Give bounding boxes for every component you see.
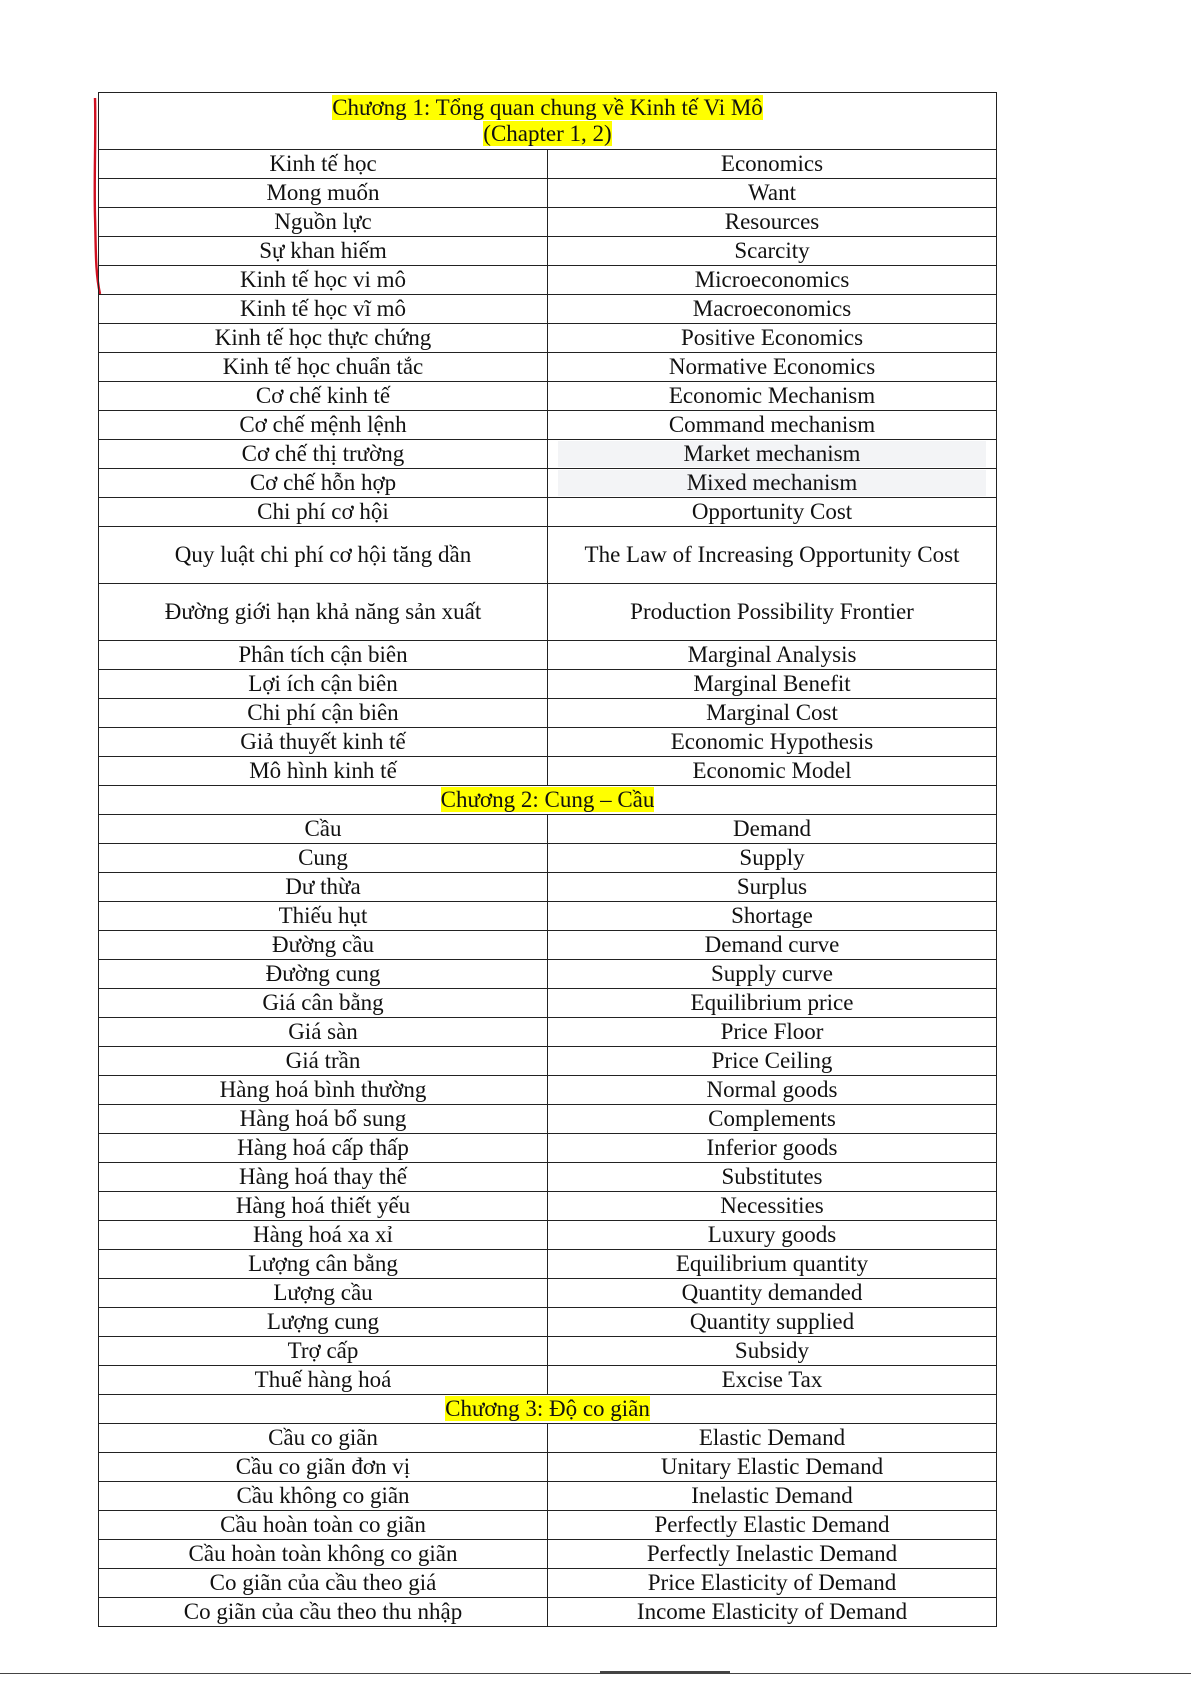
vietnamese-term: Trợ cấp	[99, 1337, 548, 1366]
english-term: Want	[748, 180, 796, 205]
vietnamese-term: Lượng cân bằng	[99, 1250, 548, 1279]
term-row	[99, 353, 997, 382]
english-term: Equilibrium price	[690, 990, 854, 1015]
english-term-cell	[548, 1076, 997, 1105]
vietnamese-term: Nguồn lực	[99, 208, 548, 237]
vietnamese-term: Cơ chế kinh tế	[99, 382, 548, 411]
term-row	[99, 295, 997, 324]
english-term: Demand	[733, 816, 811, 841]
english-term-cell	[548, 527, 997, 584]
chapter-subtitle: (Chapter 1, 2)	[483, 121, 612, 146]
english-term: Price Elasticity of Demand	[647, 1570, 897, 1595]
term-row	[99, 844, 997, 873]
vietnamese-term: Phân tích cận biên	[99, 641, 548, 670]
term-row	[99, 150, 997, 179]
vietnamese-term: Lợi ích cận biên	[99, 670, 548, 699]
english-term-cell	[548, 179, 997, 208]
english-term: Normative Economics	[668, 354, 876, 379]
english-term-cell	[548, 411, 997, 440]
vietnamese-term: Hàng hoá thiết yếu	[99, 1192, 548, 1221]
vietnamese-term: Kinh tế học vĩ mô	[99, 295, 548, 324]
term-row	[99, 324, 997, 353]
term-row	[99, 960, 997, 989]
english-term-cell	[548, 1134, 997, 1163]
term-row	[99, 1221, 997, 1250]
vietnamese-term: Dư thừa	[99, 873, 548, 902]
english-term: Necessities	[720, 1193, 824, 1218]
english-term-cell	[548, 1569, 997, 1598]
english-term: Perfectly Inelastic Demand	[646, 1541, 898, 1566]
term-row	[99, 1424, 997, 1453]
term-row	[99, 237, 997, 266]
english-term-cell	[548, 844, 997, 873]
english-term: Economic Model	[692, 758, 852, 783]
vietnamese-term: Giá trần	[99, 1047, 548, 1076]
term-row	[99, 873, 997, 902]
vietnamese-term: Đường cung	[99, 960, 548, 989]
english-term: Macroeconomics	[692, 296, 852, 321]
vietnamese-term: Cầu hoàn toàn không co giãn	[99, 1540, 548, 1569]
english-term-cell	[548, 208, 997, 237]
vietnamese-term: Cơ chế mệnh lệnh	[99, 411, 548, 440]
english-term-cell	[548, 670, 997, 699]
vietnamese-term: Lượng cầu	[99, 1279, 548, 1308]
vietnamese-term: Giả thuyết kinh tế	[99, 728, 548, 757]
page-bottom-rule	[0, 1673, 1191, 1674]
english-term: Command mechanism	[668, 412, 876, 437]
english-term: Shortage	[731, 903, 813, 928]
english-term-cell	[548, 728, 997, 757]
english-term-cell	[548, 1482, 997, 1511]
english-term: Equilibrium quantity	[675, 1251, 869, 1276]
vietnamese-term: Giá cân bằng	[99, 989, 548, 1018]
english-term: Mixed mechanism	[558, 470, 986, 496]
term-row	[99, 1250, 997, 1279]
term-row	[99, 527, 997, 584]
vietnamese-term: Cơ chế hỗn hợp	[99, 469, 548, 498]
term-row	[99, 411, 997, 440]
term-row	[99, 815, 997, 844]
english-term-cell	[548, 469, 997, 498]
vietnamese-term: Hàng hoá cấp thấp	[99, 1134, 548, 1163]
chapter-header-row	[99, 1395, 997, 1424]
vietnamese-term: Mô hình kinh tế	[99, 757, 548, 786]
english-term: Substitutes	[721, 1164, 823, 1189]
term-row	[99, 931, 997, 960]
english-term: Surplus	[736, 874, 808, 899]
english-term: Inferior goods	[706, 1135, 838, 1160]
english-term-cell	[548, 353, 997, 382]
vietnamese-term: Cầu không co giãn	[99, 1482, 548, 1511]
vietnamese-term: Cầu hoàn toàn co giãn	[99, 1511, 548, 1540]
vietnamese-term: Giá sàn	[99, 1018, 548, 1047]
page-bottom-dash	[600, 1671, 730, 1673]
english-term-cell	[548, 931, 997, 960]
term-row	[99, 1453, 997, 1482]
english-term: Demand curve	[704, 932, 840, 957]
english-term-cell	[548, 1598, 997, 1627]
term-row	[99, 1163, 997, 1192]
english-term: Price Ceiling	[711, 1048, 833, 1073]
english-term: Marginal Benefit	[693, 671, 851, 696]
english-term-cell	[548, 295, 997, 324]
english-term-cell	[548, 989, 997, 1018]
english-term-cell	[548, 1511, 997, 1540]
chapter-title: Chương 1: Tổng quan chung về Kinh tế Vi Mô	[332, 95, 763, 120]
english-term-cell	[548, 1424, 997, 1453]
english-term-cell	[548, 1105, 997, 1134]
term-row	[99, 1134, 997, 1163]
vietnamese-term: Sự khan hiếm	[99, 237, 548, 266]
vietnamese-term: Thiếu hụt	[99, 902, 548, 931]
english-term-cell	[548, 641, 997, 670]
term-row	[99, 382, 997, 411]
vietnamese-term: Hàng hoá thay thế	[99, 1163, 548, 1192]
vietnamese-term: Đường giới hạn khả năng sản xuất	[99, 584, 548, 641]
vietnamese-term: Hàng hoá xa xỉ	[99, 1221, 548, 1250]
english-term: Subsidy	[734, 1338, 810, 1363]
vietnamese-term: Cầu	[99, 815, 548, 844]
chapter-header-cell	[99, 786, 997, 815]
english-term-cell	[548, 815, 997, 844]
vietnamese-term: Co giãn của cầu theo thu nhập	[99, 1598, 548, 1627]
term-row	[99, 1482, 997, 1511]
english-term: Marginal Analysis	[687, 642, 857, 667]
english-term: Opportunity Cost	[691, 499, 853, 524]
term-row	[99, 498, 997, 527]
english-term-cell	[548, 1337, 997, 1366]
term-row	[99, 699, 997, 728]
vietnamese-term: Kinh tế học chuẩn tắc	[99, 353, 548, 382]
term-row	[99, 1540, 997, 1569]
english-term: Price Floor	[720, 1019, 824, 1044]
term-row	[99, 179, 997, 208]
english-term: Luxury goods	[707, 1222, 837, 1247]
vietnamese-term: Chi phí cận biên	[99, 699, 548, 728]
english-term-cell	[548, 1453, 997, 1482]
vietnamese-term: Hàng hoá bổ sung	[99, 1105, 548, 1134]
english-term: Complements	[708, 1106, 836, 1131]
english-term: Perfectly Elastic Demand	[654, 1512, 890, 1537]
vietnamese-term: Cung	[99, 844, 548, 873]
term-row	[99, 728, 997, 757]
english-term-cell	[548, 440, 997, 469]
vietnamese-term: Kinh tế học thực chứng	[99, 324, 548, 353]
english-term: Economics	[720, 151, 824, 176]
term-row	[99, 584, 997, 641]
english-term-cell	[548, 960, 997, 989]
english-term-cell	[548, 699, 997, 728]
vietnamese-term: Chi phí cơ hội	[99, 498, 548, 527]
vietnamese-term: Lượng cung	[99, 1308, 548, 1337]
english-term-cell	[548, 1308, 997, 1337]
english-term-cell	[548, 1250, 997, 1279]
english-term: Marginal Cost	[706, 700, 838, 725]
english-term: Economic Mechanism	[668, 383, 876, 408]
english-term-cell	[548, 1018, 997, 1047]
term-row	[99, 1105, 997, 1134]
vietnamese-term: Co giãn của cầu theo giá	[99, 1569, 548, 1598]
vietnamese-term: Thuế hàng hoá	[99, 1366, 548, 1395]
english-term-cell	[548, 266, 997, 295]
english-term: Elastic Demand	[698, 1425, 846, 1450]
term-row	[99, 1047, 997, 1076]
term-row	[99, 1366, 997, 1395]
term-row	[99, 469, 997, 498]
term-row	[99, 1598, 997, 1627]
term-row	[99, 440, 997, 469]
english-term: Scarcity	[734, 238, 810, 263]
term-row	[99, 1018, 997, 1047]
english-term: Resources	[724, 209, 820, 234]
english-term: Excise Tax	[721, 1367, 823, 1392]
chapter-header-cell	[99, 93, 997, 150]
english-term-cell	[548, 584, 997, 641]
vietnamese-term: Quy luật chi phí cơ hội tăng dần	[99, 527, 548, 584]
english-term-cell	[548, 324, 997, 353]
term-row	[99, 902, 997, 931]
term-row	[99, 1192, 997, 1221]
english-term-cell	[548, 902, 997, 931]
vietnamese-term: Cầu co giãn đơn vị	[99, 1453, 548, 1482]
term-row	[99, 670, 997, 699]
chapter-header-row	[99, 93, 997, 150]
english-term-cell	[548, 150, 997, 179]
english-term: Supply curve	[710, 961, 833, 986]
english-term: Production Possibility Frontier	[630, 599, 914, 624]
english-term: Inelastic Demand	[691, 1483, 853, 1508]
english-term-cell	[548, 382, 997, 411]
vietnamese-term: Mong muốn	[99, 179, 548, 208]
english-term: Income Elasticity of Demand	[636, 1599, 908, 1624]
english-term-cell	[548, 237, 997, 266]
term-row	[99, 641, 997, 670]
english-term-cell	[548, 1279, 997, 1308]
vietnamese-term: Cầu co giãn	[99, 1424, 548, 1453]
term-row	[99, 989, 997, 1018]
english-term-cell	[548, 1366, 997, 1395]
term-row	[99, 266, 997, 295]
term-row	[99, 1569, 997, 1598]
vietnamese-term: Cơ chế thị trường	[99, 440, 548, 469]
term-row	[99, 1308, 997, 1337]
english-term: Supply	[739, 845, 805, 870]
english-term: The Law of Increasing Opportunity Cost	[584, 542, 960, 567]
english-term: Market mechanism	[558, 441, 986, 467]
chapter-header-cell	[99, 1395, 997, 1424]
term-row	[99, 1337, 997, 1366]
english-term: Unitary Elastic Demand	[660, 1454, 884, 1479]
term-row	[99, 208, 997, 237]
english-term: Quantity supplied	[689, 1309, 855, 1334]
term-row	[99, 1511, 997, 1540]
english-term: Microeconomics	[694, 267, 850, 292]
glossary-sheet	[98, 92, 997, 1640]
term-row	[99, 1279, 997, 1308]
term-row	[99, 757, 997, 786]
english-term-cell	[548, 1163, 997, 1192]
english-term: Economic Hypothesis	[670, 729, 874, 754]
english-term-cell	[548, 1192, 997, 1221]
vietnamese-term: Hàng hoá bình thường	[99, 1076, 548, 1105]
term-row	[99, 1076, 997, 1105]
english-term-cell	[548, 1047, 997, 1076]
vietnamese-term: Kinh tế học vi mô	[99, 266, 548, 295]
chapter-header-row	[99, 786, 997, 815]
english-term-cell	[548, 498, 997, 527]
english-term-cell	[548, 1221, 997, 1250]
vietnamese-term: Đường cầu	[99, 931, 548, 960]
english-term: Positive Economics	[680, 325, 864, 350]
glossary-table	[98, 92, 997, 1627]
english-term-cell	[548, 1540, 997, 1569]
english-term-cell	[548, 757, 997, 786]
chapter-title: Chương 2: Cung – Cầu	[440, 787, 655, 812]
chapter-title: Chương 3: Độ co giãn	[445, 1396, 650, 1421]
english-term: Quantity demanded	[681, 1280, 863, 1305]
english-term: Normal goods	[706, 1077, 838, 1102]
english-term-cell	[548, 873, 997, 902]
vietnamese-term: Kinh tế học	[99, 150, 548, 179]
